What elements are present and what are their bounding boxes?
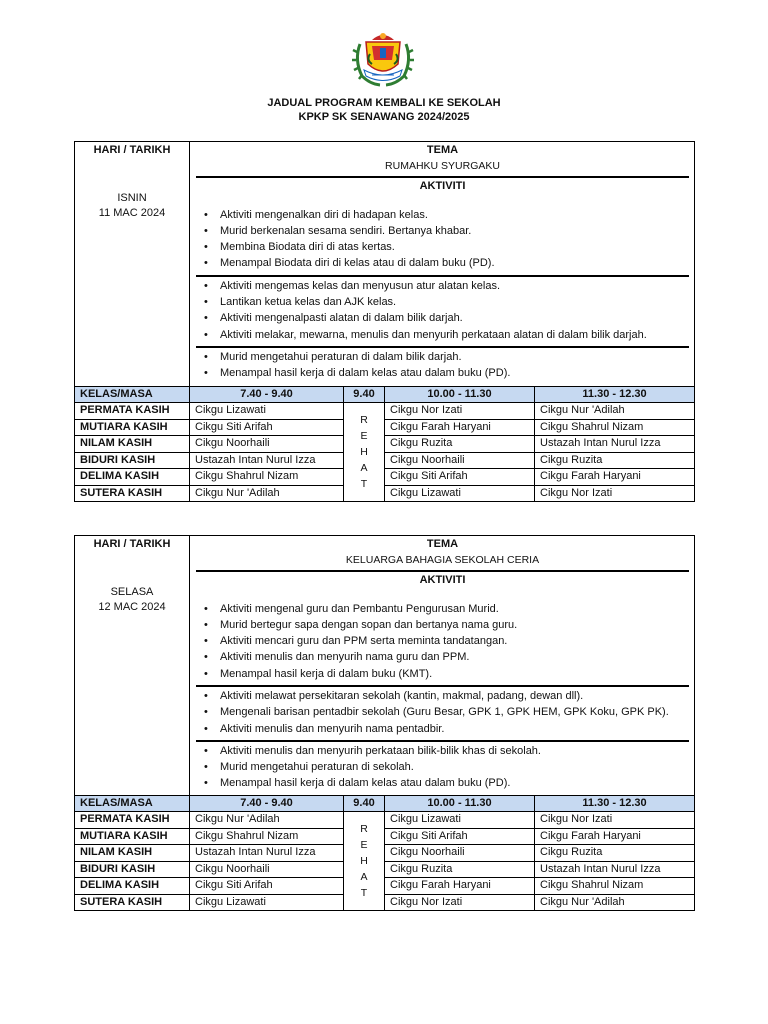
aktiviti-label: AKTIVITI: [196, 570, 689, 589]
teacher-cell: Cikgu Lizawati: [190, 403, 344, 420]
day-cell: [75, 142, 190, 387]
tema-value: RUMAHKU SYURGAKU: [385, 159, 500, 172]
activity-item: • Menampal hasil kerja di dalam buku (KMT).: [220, 666, 689, 682]
rehat-letter: A: [360, 462, 368, 474]
teacher-cell: Cikgu Lizawati: [190, 894, 344, 911]
time-header: 9.40: [344, 387, 385, 403]
teacher-cell: Cikgu Siti Arifah: [385, 469, 535, 486]
teacher-cell: Cikgu Noorhaili: [190, 861, 344, 878]
kelas-name: BIDURI KASIH: [75, 452, 190, 469]
teacher-cell: Cikgu Lizawati: [385, 812, 535, 829]
day-name: SELASA: [110, 585, 154, 598]
table-row: [75, 845, 695, 862]
time-header: 7.40 - 9.40: [190, 796, 344, 812]
table-row: [75, 436, 695, 453]
kelas-name: NILAM KASIH: [75, 845, 190, 862]
activity-group: [196, 601, 689, 684]
table-row: [75, 812, 695, 829]
time-header: 10.00 - 11.30: [385, 387, 535, 403]
rehat-letter: R: [360, 823, 368, 835]
table-row: [75, 894, 695, 911]
activity-item: • Murid berkenalan sesama sendiri. Bertanya khabar.: [220, 223, 689, 239]
teacher-cell: Cikgu Siti Arifah: [385, 828, 535, 845]
schedule-block-monday: [74, 141, 694, 511]
activity-item: • Aktiviti mengenal guru dan Pembantu Pengurusan Murid.: [220, 601, 689, 617]
activity-group: [196, 207, 689, 274]
activity-item: • Murid mengetahui peraturan di dalam bilik darjah.: [220, 349, 689, 365]
kelas-masa-header: KELAS/MASA: [75, 387, 190, 403]
info-row: [75, 536, 695, 796]
activity-item: • Aktiviti menulis dan menyurih nama guru dan PPM.: [220, 649, 689, 665]
teacher-cell: Cikgu Ruzita: [535, 845, 695, 862]
activity-item: • Menampal hasil kerja di dalam kelas atau dalam buku (PD).: [220, 365, 689, 381]
rehat-letter: E: [360, 430, 368, 442]
teacher-cell: Cikgu Farah Haryani: [385, 878, 535, 895]
rehat-letter: H: [360, 855, 368, 867]
tema-cell: [190, 142, 695, 387]
hari-tarikh-label: HARI / TARIKH: [93, 538, 171, 550]
teacher-cell: Cikgu Siti Arifah: [190, 419, 344, 436]
teacher-cell: Cikgu Farah Haryani: [535, 469, 695, 486]
teacher-cell: Cikgu Shahrul Nizam: [535, 878, 695, 895]
tema-cell: [190, 536, 695, 796]
teacher-cell: Ustazah Intan Nurul Izza: [535, 436, 695, 453]
kelas-name: PERMATA KASIH: [75, 812, 190, 829]
teacher-cell: Cikgu Noorhaili: [385, 845, 535, 862]
teacher-cell: Ustazah Intan Nurul Izza: [190, 845, 344, 862]
rehat-cell: [344, 403, 385, 502]
activity-group: [196, 685, 689, 739]
day-date: 12 MAC 2024: [98, 601, 166, 613]
activity-group: [196, 275, 689, 345]
activity-item: • Mengenali barisan pentadbir sekolah (Guru Besar, GPK 1, GPK HEM, GPK Koku, GPK PK).: [220, 704, 689, 720]
teacher-cell: Ustazah Intan Nurul Izza: [190, 452, 344, 469]
title-line-1: JADUAL PROGRAM KEMBALI KE SEKOLAH: [267, 97, 501, 109]
kelas-masa-header: KELAS/MASA: [75, 796, 190, 812]
activity-item: • Aktiviti mencari guru dan PPM serta meminta tandatangan.: [220, 633, 689, 649]
tema-value: KELUARGA BAHAGIA SEKOLAH CERIA: [345, 553, 540, 566]
activity-item: • Murid bertegur sapa dengan sopan dan bertanya nama guru.: [220, 617, 689, 633]
rehat-letter: A: [360, 871, 368, 883]
table-row: [75, 485, 695, 502]
kelas-name: SUTERA KASIH: [75, 485, 190, 502]
schedule-block-tuesday: [74, 535, 694, 908]
info-row: [75, 142, 695, 387]
teacher-cell: Cikgu Lizawati: [385, 485, 535, 502]
activity-item: • Aktiviti mengenalpasti alatan di dalam bilik darjah.: [220, 310, 689, 326]
activity-item: • Membina Biodata diri di atas kertas.: [220, 239, 689, 255]
teacher-cell: Cikgu Farah Haryani: [535, 828, 695, 845]
teacher-cell: Cikgu Ruzita: [385, 436, 535, 453]
teacher-cell: Cikgu Nor Izati: [385, 403, 535, 420]
activity-group: [196, 740, 689, 794]
activity-item: • Aktiviti melakar, mewarna, menulis dan menyurih perkataan alatan di dalam bilik darjah.: [220, 327, 689, 343]
day-name: ISNIN: [117, 191, 147, 204]
activity-item: • Aktiviti melawat persekitaran sekolah (kantin, makmal, padang, dewan dll).: [220, 688, 689, 704]
time-header: 11.30 - 12.30: [535, 796, 695, 812]
activity-item: • Murid mengetahui peraturan di sekolah.: [220, 759, 689, 775]
rehat-letter: T: [360, 887, 368, 899]
kelas-name: DELIMA KASIH: [75, 878, 190, 895]
time-header: 9.40: [344, 796, 385, 812]
time-header-row: [75, 796, 695, 812]
teacher-cell: Cikgu Farah Haryani: [385, 419, 535, 436]
table-row: [75, 419, 695, 436]
teacher-cell: Cikgu Shahrul Nizam: [190, 828, 344, 845]
table-row: [75, 861, 695, 878]
rehat-letter: T: [360, 478, 368, 490]
teacher-cell: Cikgu Nur 'Adilah: [190, 812, 344, 829]
kelas-name: MUTIARA KASIH: [75, 828, 190, 845]
schedule-table: [74, 141, 695, 502]
tema-label: TEMA: [426, 538, 459, 550]
teacher-cell: Cikgu Nur 'Adilah: [535, 894, 695, 911]
hari-tarikh-label: HARI / TARIKH: [93, 144, 171, 156]
day-date: 11 MAC 2024: [98, 207, 166, 219]
teacher-cell: Cikgu Shahrul Nizam: [535, 419, 695, 436]
activity-group: [196, 346, 689, 384]
teacher-cell: Cikgu Nor Izati: [385, 894, 535, 911]
title-line-2: KPKP SK SENAWANG 2024/2025: [298, 111, 470, 123]
teacher-cell: Cikgu Nur 'Adilah: [190, 485, 344, 502]
activity-item: • Lantikan ketua kelas dan AJK kelas.: [220, 294, 689, 310]
activity-item: • Aktiviti mengenalkan diri di hadapan kelas.: [220, 207, 689, 223]
rehat-letter: E: [360, 839, 368, 851]
teacher-cell: Cikgu Nor Izati: [535, 812, 695, 829]
teacher-cell: Cikgu Ruzita: [385, 861, 535, 878]
aktiviti-label: AKTIVITI: [196, 176, 689, 195]
teacher-cell: Cikgu Siti Arifah: [190, 878, 344, 895]
activity-item: • Aktiviti menulis dan menyurih perkataan bilik-bilik khas di sekolah.: [220, 743, 689, 759]
rehat-letter: H: [360, 446, 368, 458]
teacher-cell: Cikgu Nur 'Adilah: [535, 403, 695, 420]
rehat-cell: [344, 812, 385, 911]
time-header: 7.40 - 9.40: [190, 387, 344, 403]
table-row: [75, 469, 695, 486]
kelas-name: NILAM KASIH: [75, 436, 190, 453]
rehat-letter: R: [360, 414, 368, 426]
kelas-name: MUTIARA KASIH: [75, 419, 190, 436]
activity-item: • Aktiviti menulis dan menyurih nama pentadbir.: [220, 721, 689, 737]
activity-item: • Menampal Biodata diri di kelas atau di dalam buku (PD).: [220, 255, 689, 271]
table-row: [75, 452, 695, 469]
kelas-name: DELIMA KASIH: [75, 469, 190, 486]
day-cell: [75, 536, 190, 796]
teacher-cell: Cikgu Nor Izati: [535, 485, 695, 502]
teacher-cell: Cikgu Ruzita: [535, 452, 695, 469]
school-crest-icon: [352, 30, 414, 88]
tema-label: TEMA: [426, 144, 459, 156]
schedule-table: [74, 535, 695, 911]
document-title: [0, 96, 768, 124]
kelas-name: PERMATA KASIH: [75, 403, 190, 420]
time-header: 11.30 - 12.30: [535, 387, 695, 403]
activity-item: • Aktiviti mengemas kelas dan menyusun atur alatan kelas.: [220, 278, 689, 294]
kelas-name: SUTERA KASIH: [75, 894, 190, 911]
table-row: [75, 878, 695, 895]
activity-item: • Menampal hasil kerja di dalam kelas atau dalam buku (PD).: [220, 775, 689, 791]
kelas-name: BIDURI KASIH: [75, 861, 190, 878]
teacher-cell: Cikgu Shahrul Nizam: [190, 469, 344, 486]
time-header-row: [75, 387, 695, 403]
teacher-cell: Cikgu Noorhaili: [190, 436, 344, 453]
teacher-cell: Ustazah Intan Nurul Izza: [535, 861, 695, 878]
table-row: [75, 828, 695, 845]
teacher-cell: Cikgu Noorhaili: [385, 452, 535, 469]
table-row: [75, 403, 695, 420]
time-header: 10.00 - 11.30: [385, 796, 535, 812]
